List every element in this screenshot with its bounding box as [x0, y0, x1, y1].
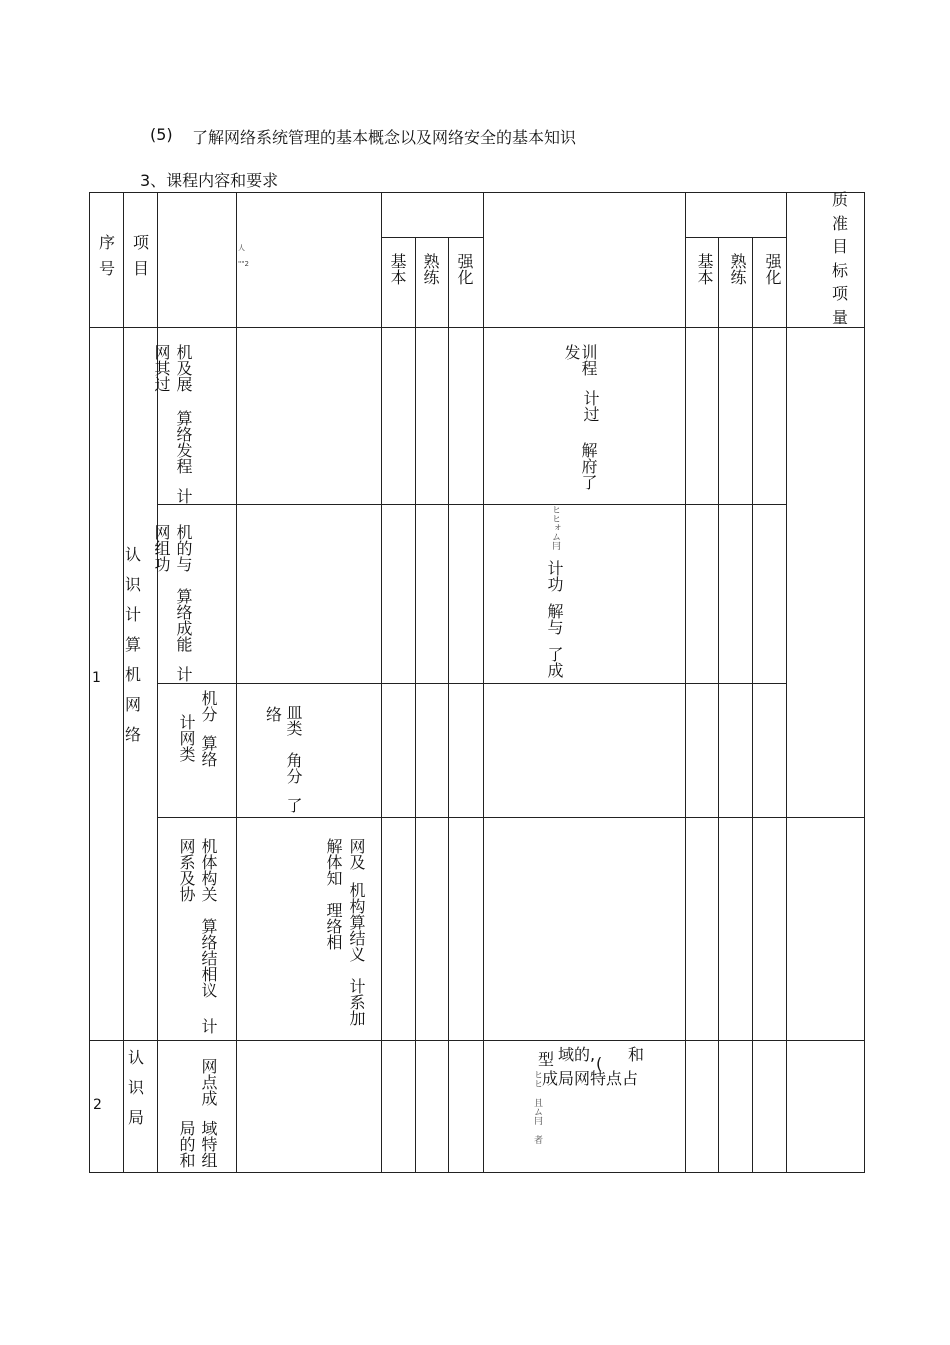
- col-line: [448, 237, 449, 1173]
- row1-sub3-text: 机分: [199, 690, 218, 722]
- row2-desc: 成局网特点占: [542, 1069, 639, 1088]
- row1-sub4-text: 解体知: [324, 838, 343, 886]
- header-quality: 质准目标项量: [831, 190, 848, 327]
- row2-small-marks: ヒヒ 且ム冃 者: [532, 1070, 542, 1144]
- row1-sub4-text: 算络结相议: [199, 918, 218, 998]
- level-proficient-right: 熟练: [728, 253, 747, 285]
- level-advanced-left: 强化: [455, 253, 474, 285]
- row1-sub1-text: 网其过: [152, 344, 171, 392]
- header-seq: 序号: [98, 233, 115, 278]
- row1-sub3-text: 络: [266, 705, 283, 724]
- header-project: 项目: [132, 233, 149, 278]
- row1-sub4-text: 计系加: [347, 978, 366, 1026]
- row-divider: [157, 683, 786, 684]
- row2-desc: 域的,: [558, 1045, 596, 1064]
- table-border-right: [864, 192, 865, 1173]
- row1-sub3-text: 角分: [284, 752, 303, 784]
- levels-divider-right: [685, 237, 786, 238]
- row2-desc: 型: [538, 1050, 555, 1069]
- level-advanced-right: 强化: [763, 253, 782, 285]
- row2-desc-paren: (: [596, 1054, 603, 1073]
- intro-item-text: 了解网络系统管理的基本概念以及网络安全的基本知识: [192, 128, 577, 147]
- col-line: [123, 192, 124, 1173]
- col-line: [236, 192, 237, 1173]
- col-line: [685, 192, 686, 1173]
- row1-sub1-text: 机及展: [174, 344, 193, 392]
- row2-text: 域特组: [199, 1120, 218, 1168]
- row1-sub1-text: 算络发程: [174, 410, 193, 474]
- row1-sub3-text: 了: [284, 797, 303, 813]
- row-divider: [89, 1040, 865, 1041]
- col-line: [415, 237, 416, 1173]
- table-border-bottom: [89, 1172, 865, 1173]
- header-tiny-mark: ""2: [238, 260, 249, 268]
- table-border-top: [89, 192, 865, 193]
- row2-text: 网点成: [199, 1058, 218, 1106]
- row2-text: 局的和: [177, 1120, 196, 1168]
- row2-project: 认识局: [128, 1048, 145, 1127]
- row1-sub3-text: 计网类: [177, 714, 196, 762]
- level-basic-right: 基本: [695, 253, 714, 285]
- col-line: [157, 192, 158, 1173]
- col-line: [718, 237, 719, 1173]
- col-line: [786, 192, 787, 1173]
- row1-sub3-text: 算络: [199, 735, 218, 767]
- row1-sub2-text: 机的与: [174, 524, 193, 572]
- row1-sub4-text: 机构算结义: [347, 882, 366, 962]
- row1-sub1-desc: 解府了: [579, 442, 598, 490]
- row2-desc: 和: [628, 1045, 645, 1064]
- level-proficient-left: 熟练: [421, 253, 440, 285]
- header-tiny-mark: 人: [238, 244, 245, 252]
- row1-sub1-desc: 计过: [581, 390, 600, 422]
- header-bottom-line: [89, 327, 865, 328]
- row1-sub4-text: 理络相: [324, 902, 343, 950]
- row1-sub2-desc: 解与: [545, 603, 564, 635]
- row1-project: 认识计算机网络: [125, 545, 142, 744]
- row1-number: 1: [92, 670, 101, 686]
- row2-number: 2: [93, 1097, 102, 1113]
- row1-sub3-text: 皿类: [284, 704, 303, 736]
- row-divider: [157, 504, 786, 505]
- intro-item-number: (5): [150, 125, 173, 144]
- row1-sub1-desc: 训程: [579, 344, 598, 376]
- row1-sub2-text: 网组功: [152, 524, 171, 572]
- row1-sub4-text: 网及: [347, 838, 366, 870]
- col-line: [483, 192, 484, 1173]
- row1-sub4-text: 网系及协: [177, 838, 196, 902]
- row1-sub1-desc: 发: [562, 344, 581, 360]
- row1-sub2-desc: 计功: [545, 560, 564, 592]
- row1-sub1-text: 计: [174, 488, 193, 504]
- row-divider: [157, 817, 865, 818]
- levels-divider-left: [381, 237, 484, 238]
- row1-sub4-text: 计: [199, 1018, 218, 1034]
- row1-sub2-text: 计: [174, 666, 193, 682]
- row1-sub2-small-marks: ヒヒォム冃: [550, 505, 560, 550]
- row1-sub2-desc: 了成: [545, 646, 564, 678]
- row1-sub2-text: 算络成能: [174, 588, 193, 652]
- section-title: 3、课程内容和要求: [140, 171, 279, 190]
- col-line: [752, 237, 753, 1173]
- table-border-left: [89, 192, 90, 1173]
- col-line: [381, 192, 382, 1173]
- level-basic-left: 基本: [388, 253, 407, 285]
- row1-sub4-text: 机体构关: [199, 838, 218, 902]
